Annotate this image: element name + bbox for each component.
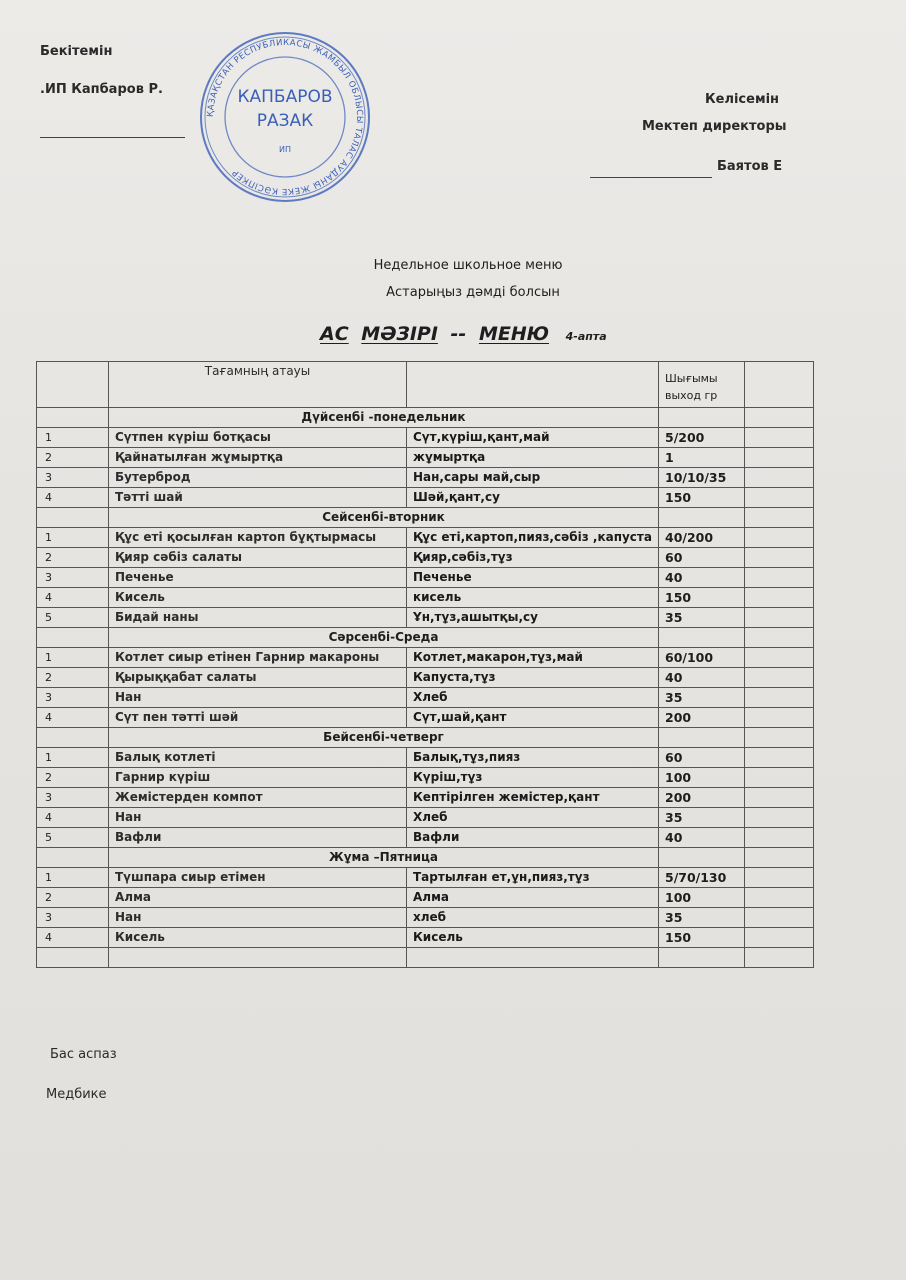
dish-name: Сүт пен тәтті шәй bbox=[109, 708, 407, 728]
dish-name: Қияр сәбіз салаты bbox=[109, 548, 407, 568]
menu-table bbox=[36, 361, 814, 968]
ingredients: Капуста,тұз bbox=[407, 668, 659, 688]
empty-row bbox=[37, 948, 814, 968]
row-number: 1 bbox=[37, 868, 109, 888]
dish-name: Құс еті қосылған картоп бұқтырмасы bbox=[109, 528, 407, 548]
official-stamp bbox=[190, 30, 380, 204]
day-num-cell bbox=[37, 628, 109, 648]
row-extra-cell bbox=[745, 488, 814, 508]
table-row bbox=[37, 568, 814, 588]
main-title-part1: АС bbox=[320, 323, 349, 345]
yield-grams: 150 bbox=[659, 928, 745, 948]
table-row bbox=[37, 868, 814, 888]
row-extra-cell bbox=[745, 868, 814, 888]
ingredients: жұмыртқа bbox=[407, 448, 659, 468]
dish-name: Алма bbox=[109, 888, 407, 908]
row-number: 3 bbox=[37, 468, 109, 488]
dish-name: Қайнатылған жұмыртқа bbox=[109, 448, 407, 468]
row-extra-cell bbox=[745, 428, 814, 448]
approval-left-label: Бекітемін bbox=[40, 44, 113, 59]
row-extra-cell bbox=[745, 528, 814, 548]
day-num-cell bbox=[37, 508, 109, 528]
main-title-part3: МЕНЮ bbox=[478, 323, 550, 345]
yield-grams: 40 bbox=[659, 568, 745, 588]
day-num-cell bbox=[37, 728, 109, 748]
table-row bbox=[37, 708, 814, 728]
table-row bbox=[37, 888, 814, 908]
dish-name: Түшпара сиыр етімен bbox=[109, 868, 407, 888]
empty-cell bbox=[407, 948, 659, 968]
dish-name: Кисель bbox=[109, 928, 407, 948]
row-extra-cell bbox=[745, 588, 814, 608]
table-row bbox=[37, 768, 814, 788]
row-number: 3 bbox=[37, 688, 109, 708]
day-name: Сейсенбі-вторник bbox=[109, 508, 659, 528]
table-row bbox=[37, 488, 814, 508]
yield-grams: 40/200 bbox=[659, 528, 745, 548]
signature-line-left bbox=[40, 137, 185, 138]
row-number: 4 bbox=[37, 808, 109, 828]
day-extra-cell bbox=[745, 508, 814, 528]
row-extra-cell bbox=[745, 448, 814, 468]
yield-grams: 200 bbox=[659, 788, 745, 808]
row-extra-cell bbox=[745, 768, 814, 788]
day-name: Сәрсенбі-Среда bbox=[109, 628, 659, 648]
yield-grams: 60/100 bbox=[659, 648, 745, 668]
yield-grams: 35 bbox=[659, 908, 745, 928]
header-yield bbox=[659, 362, 745, 408]
row-number: 2 bbox=[37, 668, 109, 688]
yield-grams: 100 bbox=[659, 888, 745, 908]
row-number: 4 bbox=[37, 488, 109, 508]
yield-grams: 40 bbox=[659, 828, 745, 848]
ingredients: Вафли bbox=[407, 828, 659, 848]
day-header-row bbox=[37, 728, 814, 748]
header-num-cell bbox=[37, 362, 109, 408]
row-number: 2 bbox=[37, 448, 109, 468]
table-header-row bbox=[37, 362, 814, 408]
yield-grams: 35 bbox=[659, 688, 745, 708]
footer-nurse: Медбике bbox=[46, 1087, 107, 1102]
week-label: 4-апта bbox=[565, 330, 607, 343]
row-extra-cell bbox=[745, 648, 814, 668]
day-yield-cell bbox=[659, 508, 745, 528]
yield-grams: 35 bbox=[659, 608, 745, 628]
day-yield-cell bbox=[659, 728, 745, 748]
stamp-center-line1: КАПБАРОВ bbox=[237, 87, 333, 107]
table-row bbox=[37, 648, 814, 668]
dish-name: Кисель bbox=[109, 588, 407, 608]
yield-grams: 10/10/35 bbox=[659, 468, 745, 488]
yield-grams: 200 bbox=[659, 708, 745, 728]
yield-grams: 5/70/130 bbox=[659, 868, 745, 888]
row-number: 3 bbox=[37, 908, 109, 928]
dish-name: Қырыққабат салаты bbox=[109, 668, 407, 688]
row-number: 1 bbox=[37, 648, 109, 668]
table-row bbox=[37, 928, 814, 948]
empty-cell bbox=[745, 948, 814, 968]
row-number: 1 bbox=[37, 528, 109, 548]
day-header-row bbox=[37, 848, 814, 868]
row-extra-cell bbox=[745, 828, 814, 848]
ingredients: Сүт,күріш,қант,май bbox=[407, 428, 659, 448]
header-ingredients-cell bbox=[407, 362, 659, 408]
day-extra-cell bbox=[745, 728, 814, 748]
table-row bbox=[37, 828, 814, 848]
day-extra-cell bbox=[745, 848, 814, 868]
empty-cell bbox=[37, 948, 109, 968]
ingredients: Ұн,тұз,ашытқы,су bbox=[407, 608, 659, 628]
footer-chef: Бас аспаз bbox=[50, 1047, 117, 1062]
row-number: 4 bbox=[37, 928, 109, 948]
table-row bbox=[37, 428, 814, 448]
row-number: 4 bbox=[37, 708, 109, 728]
yield-grams: 150 bbox=[659, 488, 745, 508]
dish-name: Печенье bbox=[109, 568, 407, 588]
row-extra-cell bbox=[745, 568, 814, 588]
row-extra-cell bbox=[745, 608, 814, 628]
row-extra-cell bbox=[745, 708, 814, 728]
ingredients: Котлет,макарон,тұз,май bbox=[407, 648, 659, 668]
header-yield-line1: Шығымы bbox=[665, 372, 718, 385]
table-row bbox=[37, 588, 814, 608]
ingredients: Күріш,тұз bbox=[407, 768, 659, 788]
day-extra-cell bbox=[745, 408, 814, 428]
ingredients: Сүт,шай,қант bbox=[407, 708, 659, 728]
row-extra-cell bbox=[745, 748, 814, 768]
dish-name: Жемістерден компот bbox=[109, 788, 407, 808]
row-extra-cell bbox=[745, 548, 814, 568]
ingredients: Кептірілген жемістер,қант bbox=[407, 788, 659, 808]
ingredients: Кисель bbox=[407, 928, 659, 948]
row-number: 5 bbox=[37, 828, 109, 848]
row-number: 2 bbox=[37, 548, 109, 568]
day-name: Бейсенбі-четверг bbox=[109, 728, 659, 748]
row-extra-cell bbox=[745, 888, 814, 908]
row-extra-cell bbox=[745, 688, 814, 708]
row-number: 2 bbox=[37, 888, 109, 908]
day-yield-cell bbox=[659, 408, 745, 428]
ingredients: Хлеб bbox=[407, 688, 659, 708]
yield-grams: 35 bbox=[659, 808, 745, 828]
stamp-center-line3: ИП bbox=[279, 145, 291, 154]
main-title bbox=[320, 323, 613, 345]
table-row bbox=[37, 668, 814, 688]
ingredients: кисель bbox=[407, 588, 659, 608]
dish-name: Балық котлеті bbox=[109, 748, 407, 768]
ingredients: Хлеб bbox=[407, 808, 659, 828]
row-number: 1 bbox=[37, 428, 109, 448]
row-number: 1 bbox=[37, 748, 109, 768]
stamp-center-line2: РАЗАК bbox=[256, 111, 314, 131]
ingredients: Алма bbox=[407, 888, 659, 908]
dish-name: Вафли bbox=[109, 828, 407, 848]
dish-name: Гарнир күріш bbox=[109, 768, 407, 788]
day-name: Дүйсенбі -понедельник bbox=[109, 408, 659, 428]
row-extra-cell bbox=[745, 928, 814, 948]
header-extra-cell bbox=[745, 362, 814, 408]
table-row bbox=[37, 468, 814, 488]
day-header-row bbox=[37, 508, 814, 528]
day-num-cell bbox=[37, 408, 109, 428]
empty-cell bbox=[659, 948, 745, 968]
row-extra-cell bbox=[745, 788, 814, 808]
main-title-part2: МӘЗІРІ bbox=[361, 323, 438, 345]
ingredients: Нан,сары май,сыр bbox=[407, 468, 659, 488]
table-row bbox=[37, 448, 814, 468]
yield-grams: 150 bbox=[659, 588, 745, 608]
yield-grams: 100 bbox=[659, 768, 745, 788]
title-bon-appetit: Астарыңыз дәмді болсын bbox=[386, 285, 560, 300]
table-row bbox=[37, 688, 814, 708]
day-num-cell bbox=[37, 848, 109, 868]
dish-name: Нан bbox=[109, 808, 407, 828]
dish-name: Нан bbox=[109, 908, 407, 928]
stamp-outer-text: ҚАЗАҚСТАН РЕСПУБЛИКАСЫ ЖАМБЫЛ ОБЛЫСЫ ТАЛАС АУДАНЫ ЖЕКЕ КӘСІПКЕР bbox=[205, 37, 365, 197]
ingredients: Балық,тұз,пияз bbox=[407, 748, 659, 768]
row-number: 2 bbox=[37, 768, 109, 788]
dish-name: Нан bbox=[109, 688, 407, 708]
dish-name: Бутерброд bbox=[109, 468, 407, 488]
ingredients: Шәй,қант,су bbox=[407, 488, 659, 508]
day-name: Жұма –Пятница bbox=[109, 848, 659, 868]
approval-right-position: Мектеп директоры bbox=[642, 119, 787, 134]
day-header-row bbox=[37, 628, 814, 648]
yield-grams: 5/200 bbox=[659, 428, 745, 448]
table-row bbox=[37, 608, 814, 628]
row-number: 3 bbox=[37, 568, 109, 588]
table-row bbox=[37, 908, 814, 928]
signature-line-right bbox=[590, 177, 712, 178]
header-yield-line2: выход гр bbox=[665, 389, 718, 402]
approval-right-label: Келісемін bbox=[705, 92, 780, 107]
day-yield-cell bbox=[659, 628, 745, 648]
row-number: 5 bbox=[37, 608, 109, 628]
ingredients: Қияр,сәбіз,тұз bbox=[407, 548, 659, 568]
table-row bbox=[37, 748, 814, 768]
day-extra-cell bbox=[745, 628, 814, 648]
dish-name: Котлет сиыр етінен Гарнир макароны bbox=[109, 648, 407, 668]
approval-right-name: Баятов Е bbox=[717, 159, 783, 174]
ingredients: Печенье bbox=[407, 568, 659, 588]
approval-left-name: .ИП Капбаров Р. bbox=[40, 82, 163, 97]
table-row bbox=[37, 528, 814, 548]
title-weekly-menu: Недельное школьное меню bbox=[373, 258, 563, 273]
yield-grams: 60 bbox=[659, 548, 745, 568]
table-row bbox=[37, 788, 814, 808]
yield-grams: 40 bbox=[659, 668, 745, 688]
ingredients: Тартылған ет,ұн,пияз,тұз bbox=[407, 868, 659, 888]
ingredients: Құс еті,картоп,пияз,сәбіз ,капуста bbox=[407, 528, 659, 548]
row-extra-cell bbox=[745, 668, 814, 688]
header-dish: Тағамның атауы bbox=[109, 362, 407, 408]
table-row bbox=[37, 548, 814, 568]
dish-name: Тәтті шай bbox=[109, 488, 407, 508]
row-number: 4 bbox=[37, 588, 109, 608]
dish-name: Бидай наны bbox=[109, 608, 407, 628]
yield-grams: 60 bbox=[659, 748, 745, 768]
row-extra-cell bbox=[745, 468, 814, 488]
main-title-separator: -- bbox=[450, 323, 467, 345]
row-number: 3 bbox=[37, 788, 109, 808]
day-yield-cell bbox=[659, 848, 745, 868]
row-extra-cell bbox=[745, 808, 814, 828]
empty-cell bbox=[109, 948, 407, 968]
yield-grams: 1 bbox=[659, 448, 745, 468]
ingredients: хлеб bbox=[407, 908, 659, 928]
table-row bbox=[37, 808, 814, 828]
day-header-row bbox=[37, 408, 814, 428]
row-extra-cell bbox=[745, 908, 814, 928]
dish-name: Сүтпен күріш ботқасы bbox=[109, 428, 407, 448]
